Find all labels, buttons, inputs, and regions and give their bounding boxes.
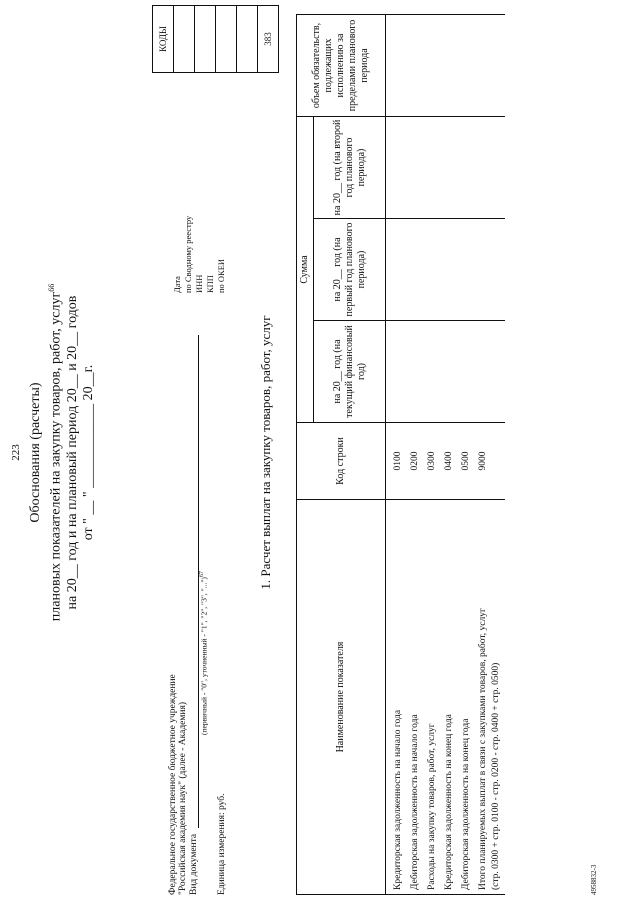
code-kpp — [237, 6, 258, 73]
row-cell[interactable] — [407, 15, 424, 117]
col-name-header: Наименование показателя — [297, 500, 386, 895]
label-inn: ИНН — [194, 274, 204, 293]
footer-ref: 4958832-3 — [590, 864, 598, 895]
row-cell[interactable] — [475, 321, 505, 423]
label-okei: по ОКЕИ — [216, 258, 226, 293]
page-number: 223 — [10, 444, 22, 461]
row-cell[interactable] — [441, 219, 458, 321]
code-date — [174, 6, 195, 73]
row-name: Дебиторская задолженность на начало года — [407, 500, 424, 895]
code-inn — [216, 6, 237, 73]
label-kpp: КПП — [205, 275, 215, 293]
row-cell[interactable] — [475, 219, 505, 321]
row-cell[interactable] — [407, 117, 424, 219]
table-row — [458, 15, 475, 895]
col-current-year-header: на 20__ год (на текущий финансовый год) — [314, 321, 386, 423]
org-line2: "Российская академия наук" (далее - Академия) — [178, 701, 188, 895]
doc-type-row — [188, 335, 199, 895]
row-cell[interactable] — [386, 117, 408, 219]
row-cell[interactable] — [386, 219, 408, 321]
row-cell[interactable] — [458, 15, 475, 117]
col-code-header: Код строки — [297, 423, 386, 500]
row-code: 9000 — [475, 423, 505, 500]
row-cell[interactable] — [424, 321, 441, 423]
row-cell[interactable] — [441, 15, 458, 117]
row-code: 0500 — [458, 423, 475, 500]
row-code: 0400 — [441, 423, 458, 500]
doc-type-sup: 67 — [199, 571, 205, 578]
table-row — [475, 15, 505, 895]
table-row — [386, 15, 408, 895]
payments-table — [296, 14, 505, 895]
row-cell[interactable] — [407, 219, 424, 321]
total-name-line1: Итого планируемых выплат в связи с закупками товаров, работ, услуг — [478, 608, 488, 890]
document-title — [28, 0, 97, 905]
row-cell[interactable] — [424, 219, 441, 321]
title-line4: от " __ " ____________ 20__г. — [80, 364, 96, 541]
col-beyond-header: объем обязательств, подлежащих исполнению за пределами планового периода — [297, 15, 386, 117]
row-code: 0200 — [407, 423, 424, 500]
unit-label: Единица измерения: руб. — [216, 793, 227, 895]
right-labels — [172, 183, 227, 293]
title-line3: на 20__ год и на плановый период 20__ и 20__ годов — [64, 295, 80, 610]
row-name-total — [475, 500, 505, 895]
doc-type-hint-row — [199, 335, 209, 895]
org-info — [168, 335, 227, 895]
title-line2-text: плановых показателей на закупку товаров, работ, услуг — [48, 291, 64, 622]
title-line2 — [44, 0, 65, 905]
row-cell[interactable] — [386, 321, 408, 423]
row-cell[interactable] — [475, 117, 505, 219]
doc-type-hint: (первичный - "0", уточненный - "1", "2", "3", "...") — [199, 577, 209, 735]
header-row-1 — [297, 15, 314, 895]
row-cell[interactable] — [424, 117, 441, 219]
row-name: Расходы на закупку товаров, работ, услуг — [424, 500, 441, 895]
row-cell[interactable] — [424, 15, 441, 117]
codes-header: КОДЫ — [153, 6, 174, 73]
row-name: Кредиторская задолженность на конец года — [441, 500, 458, 895]
row-cell[interactable] — [458, 219, 475, 321]
code-okei: 383 — [258, 6, 279, 73]
sum-header: Сумма — [297, 117, 314, 423]
table-row — [441, 15, 458, 895]
row-cell[interactable] — [475, 15, 505, 117]
title-line1: Обоснования (расчеты) — [28, 382, 43, 523]
table-row — [424, 15, 441, 895]
label-date: Дата — [172, 276, 182, 293]
row-cell[interactable] — [458, 117, 475, 219]
org-line1: Федеральное государственное бюджетное учреждение — [168, 674, 178, 895]
total-name-line2: (стр. 0300 + стр. 0100 - стр. 0200 - стр. 0400 + стр. 0500) — [491, 662, 501, 890]
row-name: Дебиторская задолженность на конец года — [458, 500, 475, 895]
doc-type-label: Вид документа — [189, 833, 199, 895]
row-cell[interactable] — [458, 321, 475, 423]
row-cell[interactable] — [441, 321, 458, 423]
row-cell[interactable] — [407, 321, 424, 423]
title-line2-sup: 66 — [47, 283, 56, 292]
section-title: 1. Расчет выплат на закупку товаров, работ, услуг — [258, 315, 273, 590]
doc-type-field[interactable] — [188, 335, 199, 828]
table-row — [407, 15, 424, 895]
col-second-plan-year-header: на 20__ год (на второй год планового периода) — [314, 117, 386, 219]
label-registry: по Сводному реестру — [183, 215, 193, 293]
row-code: 0300 — [424, 423, 441, 500]
col-first-plan-year-header: на 20__ год (на первый год планового периода) — [314, 219, 386, 321]
row-cell[interactable] — [386, 15, 408, 117]
row-cell[interactable] — [441, 117, 458, 219]
code-registry — [195, 6, 216, 73]
row-name: Кредиторская задолженность на начало года — [386, 500, 408, 895]
row-code: 0100 — [386, 423, 408, 500]
